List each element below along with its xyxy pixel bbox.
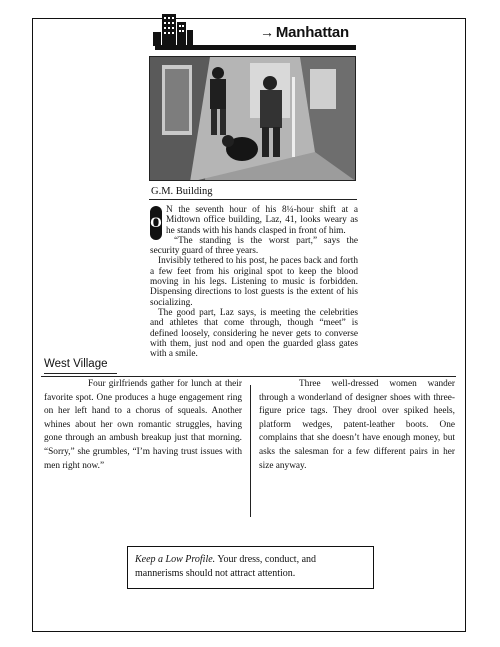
- header-rule: [155, 45, 356, 50]
- tip-lead: Keep a Low Profile.: [135, 554, 216, 565]
- story-body: [150, 205, 358, 359]
- section-title-text: Manhattan: [275, 24, 350, 41]
- caption-rule: [149, 199, 357, 200]
- tip-text: Your dress, conduct, and mannerisms should not attract attention.: [135, 554, 317, 579]
- story-paragraph: O N the seventh hour of his 8¼-hour shift at a Midtown office building, Laz, 41, looks weary as he stands with his hands clasped in front of him.: [150, 205, 358, 236]
- photo-caption: G.M. Building: [151, 186, 213, 197]
- story-paragraph: The good part, Laz says, is meeting the celebrities and athletes that come through, though “meet” is defined loosely, considering he never gets to converse with them, just nod and open the guarded glass gates with a smile.: [150, 307, 358, 360]
- west-village-underline: [44, 373, 117, 374]
- photo: [149, 56, 356, 181]
- section-title: [260, 24, 349, 41]
- columns-top-rule: [41, 376, 456, 377]
- west-village-right-column: Three well-dressed women wander through a wonderland of designer shoes with three-figure price tags. They drool over spiked heels, platform wedges, patent-leather boots. One complains that she doesn’t have enough money, but asks the salesman for a few different pairs in her size anyway.: [259, 379, 455, 471]
- photo-image: [150, 57, 356, 181]
- drop-cap: O: [150, 206, 162, 240]
- west-village-left-column: Four girlfriends gather for lunch at their favorite spot. One produces a huge engagement ring on her left hand to a chorus of squeals. Another whines about her own romantic struggles, having gone through an ambush breakup just that morning. “Sorry,” she grumbles, “I’m having trust issues with men right now.”: [44, 379, 242, 471]
- story-paragraph: “The standing is the worst part,” says the security guard of three years.: [150, 235, 358, 257]
- arrow-icon: →: [260, 24, 274, 40]
- column-divider: [250, 385, 251, 517]
- story-paragraph: Invisibly tethered to his post, he paces back and forth a few feet from his original spot to keep the blood moving in his legs. Listening to music is forbidden. Dispensing directions to lost guests is the extent of his socializing.: [150, 256, 358, 308]
- tip-callout: [127, 546, 374, 589]
- skyline-icon: [153, 10, 193, 46]
- west-village-heading: West Village: [44, 358, 108, 370]
